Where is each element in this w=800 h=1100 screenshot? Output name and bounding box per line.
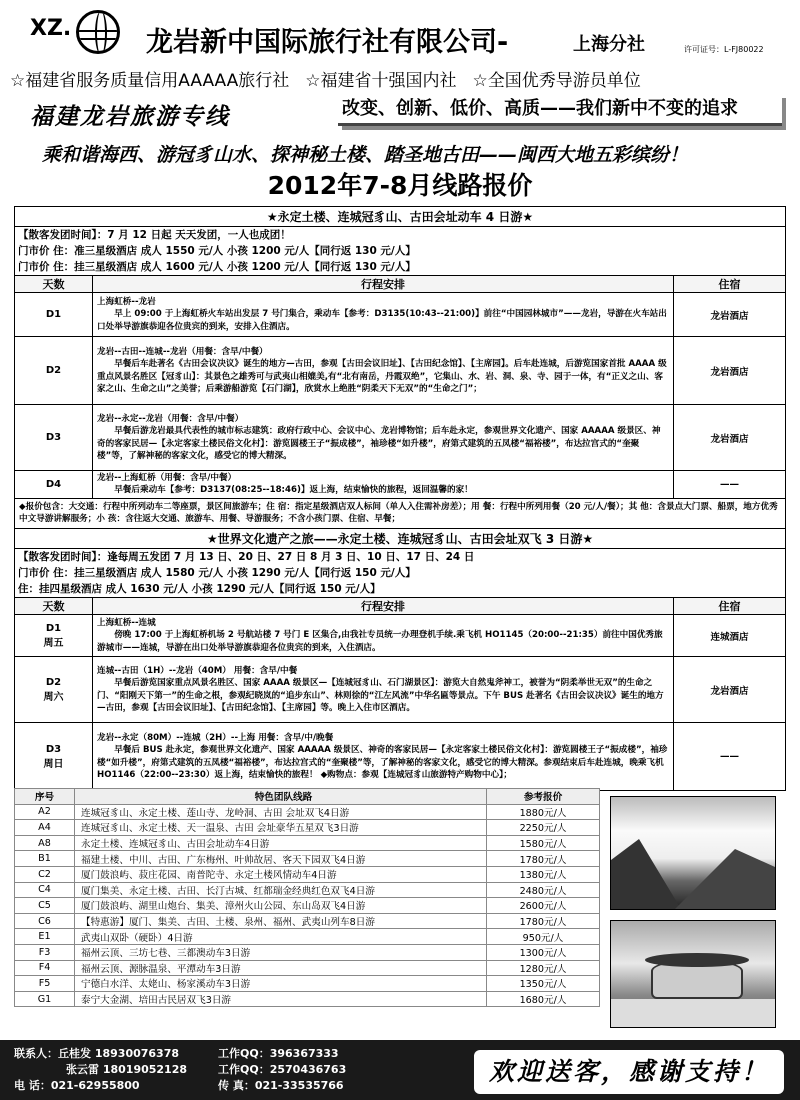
day-route: 龙岩--永定（80M）--连城（2H）--上海 用餐：含早/中/晚餐 bbox=[97, 732, 334, 743]
mountain-photo bbox=[610, 796, 776, 910]
day-text: 早餐后游览国家重点风景名胜区、国家 AAAA 级景区—【连城冠豸山、石门湖景区】：游览大自然鬼斧神工，被誉为“阴柔举世无双”的生命之门、“阳刚天下第一”的生命之根，参观纪晓岚的“追步东山”、林则徐的“江左风流”中华名匾等景点。下午 BUS 赴著名《古田会议决议》诞生的地方—古田，参观【古田会议旧址】、【古田纪念馆】、【主席园】等。晚上入住市区酒店。 bbox=[97, 678, 664, 713]
row-route: 福建土楼、中川、古田、广东梅州、叶帅故居、客天下园双飞4日游 bbox=[75, 851, 487, 867]
company-name: 龙岩新中国际旅行社有限公司- bbox=[146, 27, 509, 58]
tour-2-info bbox=[15, 549, 786, 598]
table-row bbox=[15, 913, 600, 929]
thanks-banner: 欢迎送客，感谢支持！ bbox=[474, 1050, 784, 1094]
row-route: 厦门集美、永定土楼、古田、长汀古城、红都瑞金经典红色双飞4日游 bbox=[75, 882, 487, 898]
day-route: 连城--古田（1H）--龙岩（40M） 用餐：含早/中餐 bbox=[97, 665, 298, 676]
table-row bbox=[15, 960, 600, 976]
col-schedule: 行程安排 bbox=[93, 276, 674, 293]
day-weekday: 周日 bbox=[43, 758, 64, 770]
day-text: 早餐后乘动车【参考：D3137(08:25--18:46)】返上海，结束愉快的旅程，返回温馨的家！ bbox=[114, 485, 473, 496]
table-row bbox=[15, 882, 600, 898]
row-route: 连城冠豸山、永定土楼、莲山寺、龙岭洞、古田 会址双飞4日游 bbox=[75, 804, 487, 820]
table-row bbox=[15, 851, 600, 867]
row-code: C4 bbox=[15, 882, 75, 898]
day-number: D2 bbox=[45, 676, 62, 688]
tour-1-table bbox=[14, 206, 786, 529]
table-row bbox=[15, 929, 600, 945]
day-schedule bbox=[93, 293, 674, 337]
row-price: 1880元/人 bbox=[487, 804, 600, 820]
row-code: G1 bbox=[15, 991, 75, 1007]
table-row bbox=[15, 820, 600, 836]
tour-2-departure: 【散客发团时间】：逢每周五发团 7 月 13 日、20 日、27 日 8 月 3 日、10 日、17 日、24 日 bbox=[18, 551, 475, 563]
table-row bbox=[15, 835, 600, 851]
day-weekday: 周五 bbox=[43, 637, 64, 649]
tulou-roof-shape bbox=[645, 953, 749, 967]
day-text: 傍晚 17:00 于上海虹桥机场 2 号航站楼 7 号门 E 区集合,由我社专员统一办理登机手续.乘飞机 HO1145（20:00--21:35）前往中国优秀旅游城市——连城，导游在出口处举导游旗恭迎各位贵宾的到来，入住酒店。 bbox=[97, 630, 663, 653]
day-schedule bbox=[93, 471, 674, 499]
phone: 电 话：021-62955800 bbox=[14, 1079, 140, 1092]
col-code: 序号 bbox=[15, 789, 75, 805]
tour-2-table bbox=[14, 528, 786, 791]
contact-2: 张云雷 18019052128 bbox=[66, 1063, 188, 1076]
day-label: D1 bbox=[15, 293, 93, 337]
day-hotel: 龙岩酒店 bbox=[674, 405, 786, 471]
row-route: 连城冠豸山、永定土楼、天一温泉、古田 会址豪华五星双飞3日游 bbox=[75, 820, 487, 836]
day-label bbox=[15, 615, 93, 657]
row-code: C6 bbox=[15, 913, 75, 929]
itinerary-row bbox=[15, 293, 786, 337]
row-route: 福州云顶、源脉温泉、平潭动车3日游 bbox=[75, 960, 487, 976]
tour-2-price-2: 住：挂四星级酒店 成人 1630 元/人 小孩 1290 元/人【同行返 150 元/人】 bbox=[18, 583, 381, 595]
row-price: 950元/人 bbox=[487, 929, 600, 945]
row-price: 1580元/人 bbox=[487, 835, 600, 851]
row-price: 1350元/人 bbox=[487, 976, 600, 992]
row-price: 1680元/人 bbox=[487, 991, 600, 1007]
qq-1: 工作QQ：396367333 bbox=[218, 1047, 339, 1060]
tour-1-price-1: 门市价 住：准三星级酒店 成人 1550 元/人 小孩 1200 元/人【同行返 130 元/人】 bbox=[18, 245, 416, 257]
row-price: 1780元/人 bbox=[487, 851, 600, 867]
row-price: 1380元/人 bbox=[487, 866, 600, 882]
contact-block bbox=[14, 1046, 187, 1094]
table-row bbox=[15, 866, 600, 882]
day-schedule bbox=[93, 615, 674, 657]
tour-1-price-includes: ◆报价包含：大交通：行程中所列动车二等座票，景区间旅游车；住 宿：指定星级酒店双人标间（单人入住需补房差）；用 餐：行程中所列用餐（20 元/人/餐）；其 他：含景点大门票、船票，地方优秀中文导游讲解服务；小 孩：含往返大交通、旅游车、用餐、导游服务；不含小孩门票、住宿、早餐； bbox=[15, 498, 786, 528]
col-route: 特色团队线路 bbox=[75, 789, 487, 805]
day-hotel: —— bbox=[674, 723, 786, 791]
day-hotel: 龙岩酒店 bbox=[674, 337, 786, 405]
day-hotel: 连城酒店 bbox=[674, 615, 786, 657]
day-text: 早餐后游龙岩最具代表性的城市标志建筑：政府行政中心、会议中心、龙岩博物馆；后车赴永定，参观世界文化遗产、国家 AAAAA 级景区、神奇的客家民居—【永定客家土楼民俗文化村】：游览圆楼王子“振成楼”，袖珍楼“如升楼”，府第式建筑的五凤楼“福裕楼”，布达拉宫式的“奎聚楼”等，了解神秘的客家文化，感受它的博大精深。 bbox=[97, 426, 661, 461]
row-route: 厦门鼓浪屿、湖里山炮台、集美、漳州火山公园、东山岛双飞4日游 bbox=[75, 898, 487, 914]
col-day: 天数 bbox=[15, 598, 93, 615]
row-price: 2600元/人 bbox=[487, 898, 600, 914]
row-price: 2250元/人 bbox=[487, 820, 600, 836]
row-route: 福州云顶、三坊七巷、三都澳动车3日游 bbox=[75, 944, 487, 960]
tour-1-title: ★永定土楼、连城冠豸山、古田会址动车 4 日游★ bbox=[15, 207, 786, 227]
day-text: 早餐后 BUS 赴永定，参观世界文化遗产、国家 AAAAA 级景区、神奇的客家民居—【永定客家土楼民俗文化村】：游览圆楼王子“振成楼”，袖珍楼“如升楼”，府第式建筑的五凤楼“福裕楼”，布达拉宫式的“奎聚楼”等，了解神秘的客家文化，感受它的博大精深。参观结束后车赴连城，晚乘飞机 HO1146（22:00--23:30）返上海，结束愉快的旅程！ ◆购物点：参观【连城冠豸山旅游特产购物中心】； bbox=[97, 745, 668, 780]
itinerary-row bbox=[15, 337, 786, 405]
globe-logo-icon bbox=[76, 10, 120, 54]
branch-name: 上海分社 bbox=[573, 34, 645, 55]
col-hotel: 住宿 bbox=[674, 598, 786, 615]
day-hotel: 龙岩酒店 bbox=[674, 293, 786, 337]
itinerary-row bbox=[15, 471, 786, 499]
col-hotel: 住宿 bbox=[674, 276, 786, 293]
day-label: D3 bbox=[15, 405, 93, 471]
tour-1-price-2: 门市价 住：挂三星级酒店 成人 1600 元/人 小孩 1200 元/人【同行返 130 元/人】 bbox=[18, 261, 416, 273]
qualification-item: ☆福建省服务质量信用AAAAA旅行社 bbox=[10, 71, 290, 91]
mountain-shape bbox=[675, 849, 775, 909]
table-row bbox=[15, 976, 600, 992]
itinerary-row bbox=[15, 405, 786, 471]
row-code: A2 bbox=[15, 804, 75, 820]
row-code: F5 bbox=[15, 976, 75, 992]
row-code: F4 bbox=[15, 960, 75, 976]
day-weekday: 周六 bbox=[43, 691, 64, 703]
contact-1: 联系人：丘桂发 18930076378 bbox=[14, 1047, 180, 1060]
table-row bbox=[15, 804, 600, 820]
qualification-item: ☆福建省十强国内社 bbox=[305, 71, 457, 91]
slogan: 改变、创新、低价、高质——我们新中不变的追求 bbox=[338, 94, 782, 126]
row-route: 泰宁大金湖、培田古民居双飞3日游 bbox=[75, 991, 487, 1007]
row-code: A4 bbox=[15, 820, 75, 836]
day-route: 上海虹桥--连城 bbox=[97, 617, 156, 628]
day-route: 龙岩--上海虹桥（用餐：含早/中餐） bbox=[97, 473, 237, 483]
row-price: 1780元/人 bbox=[487, 913, 600, 929]
day-number: D3 bbox=[45, 743, 62, 755]
day-text: 早上 09:00 于上海虹桥火车站出发层 7 号门集合，乘动车【参考：D3135(10:43--21:00)】前往“中国园林城市”——龙岩，导游在火车站出口处举导游旗恭迎各位贵宾的到来，安排入住酒店。 bbox=[97, 309, 667, 332]
day-schedule bbox=[93, 723, 674, 791]
row-code: B1 bbox=[15, 851, 75, 867]
row-route: 厦门鼓浪屿、菽庄花园、南普陀寺、永定土楼风情动车4日游 bbox=[75, 866, 487, 882]
day-schedule bbox=[93, 657, 674, 723]
day-label: D2 bbox=[15, 337, 93, 405]
day-route: 上海虹桥--龙岩 bbox=[97, 296, 156, 307]
tour-2-title: ★世界文化遗产之旅——永定土楼、连城冠豸山、古田会址双飞 3 日游★ bbox=[15, 529, 786, 549]
day-hotel: 龙岩酒店 bbox=[674, 657, 786, 723]
license-number: 许可证号：L-FJ80022 bbox=[684, 45, 764, 54]
day-text: 早餐后车赴著名《古田会议决议》诞生的地方—古田，参观【古田会议旧址】、【古田纪念馆】、【主席园】。后车赴连城，后游览国家首批 AAAA 级重点风景名胜区【冠豸山】：其景色之雄秀可与武夷山相媲美,有“北有南岳，丹霞双绝”，它集山、水、岩、洞、泉、寺、园于一体，有“正义之山、客家之山、生命之山”之美誉；后乘游船游览【石门湖】，欣赏水上绝胜“阴柔天下无双”的“生命之门”； bbox=[97, 359, 667, 394]
row-route: 武夷山双卧（硬卧）4日游 bbox=[75, 929, 487, 945]
qq-block bbox=[218, 1046, 346, 1094]
ground-shape bbox=[611, 999, 776, 1027]
fax: 传 真：021-33535766 bbox=[218, 1079, 344, 1092]
day-route: 龙岩--永定--龙岩（用餐：含早/中餐） bbox=[97, 413, 244, 424]
day-label bbox=[15, 657, 93, 723]
day-route: 龙岩--古田--连城--龙岩（用餐：含早/中餐） bbox=[97, 346, 268, 357]
day-label: D4 bbox=[15, 471, 93, 499]
logo-text: XZ. bbox=[30, 16, 72, 41]
price-list-table bbox=[14, 788, 600, 1007]
itinerary-row bbox=[15, 615, 786, 657]
day-schedule bbox=[93, 405, 674, 471]
row-price: 1280元/人 bbox=[487, 960, 600, 976]
tulou-photo bbox=[610, 920, 776, 1028]
qualification-item: ☆全国优秀导游员单位 bbox=[472, 71, 641, 91]
tour-2-price-1: 门市价 住：挂三星级酒店 成人 1580 元/人 小孩 1290 元/人【同行返 150 元/人】 bbox=[18, 567, 416, 579]
main-title: 2012年7-8月线路报价 bbox=[267, 171, 533, 200]
row-code: C5 bbox=[15, 898, 75, 914]
col-day: 天数 bbox=[15, 276, 93, 293]
mountain-shape bbox=[611, 839, 681, 909]
row-price: 1300元/人 bbox=[487, 944, 600, 960]
col-schedule: 行程安排 bbox=[93, 598, 674, 615]
theme-line: 乘和谐海西、游冠豸山水、探神秘土楼、踏圣地古田——闽西大地五彩缤纷！ bbox=[42, 144, 689, 166]
row-code: F3 bbox=[15, 944, 75, 960]
day-label bbox=[15, 723, 93, 791]
row-route: 【特惠游】厦门、集美、古田、土楼、泉州、福州、武夷山列车8日游 bbox=[75, 913, 487, 929]
col-price: 参考报价 bbox=[487, 789, 600, 805]
tour-1-departure: 【散客发团时间】：7 月 12 日起 天天发团，一人也成团！ bbox=[18, 229, 291, 241]
tour-1-info bbox=[15, 227, 786, 276]
row-route: 永定土楼、连城冠豸山、古田会址动车4日游 bbox=[75, 835, 487, 851]
itinerary-row bbox=[15, 657, 786, 723]
qualifications bbox=[10, 66, 800, 91]
row-code: C2 bbox=[15, 866, 75, 882]
row-route: 宁德白水洋、太姥山、杨家溪动车3日游 bbox=[75, 976, 487, 992]
line-title: 福建龙岩旅游专线 bbox=[30, 103, 230, 130]
header bbox=[0, 0, 800, 66]
day-number: D1 bbox=[45, 622, 62, 634]
day-hotel: —— bbox=[674, 471, 786, 499]
row-price: 2480元/人 bbox=[487, 882, 600, 898]
row-code: E1 bbox=[15, 929, 75, 945]
day-schedule bbox=[93, 337, 674, 405]
row-code: A8 bbox=[15, 835, 75, 851]
table-row bbox=[15, 944, 600, 960]
qq-2: 工作QQ：2570436763 bbox=[218, 1063, 347, 1076]
itinerary-row bbox=[15, 723, 786, 791]
table-row bbox=[15, 991, 600, 1007]
table-row bbox=[15, 898, 600, 914]
